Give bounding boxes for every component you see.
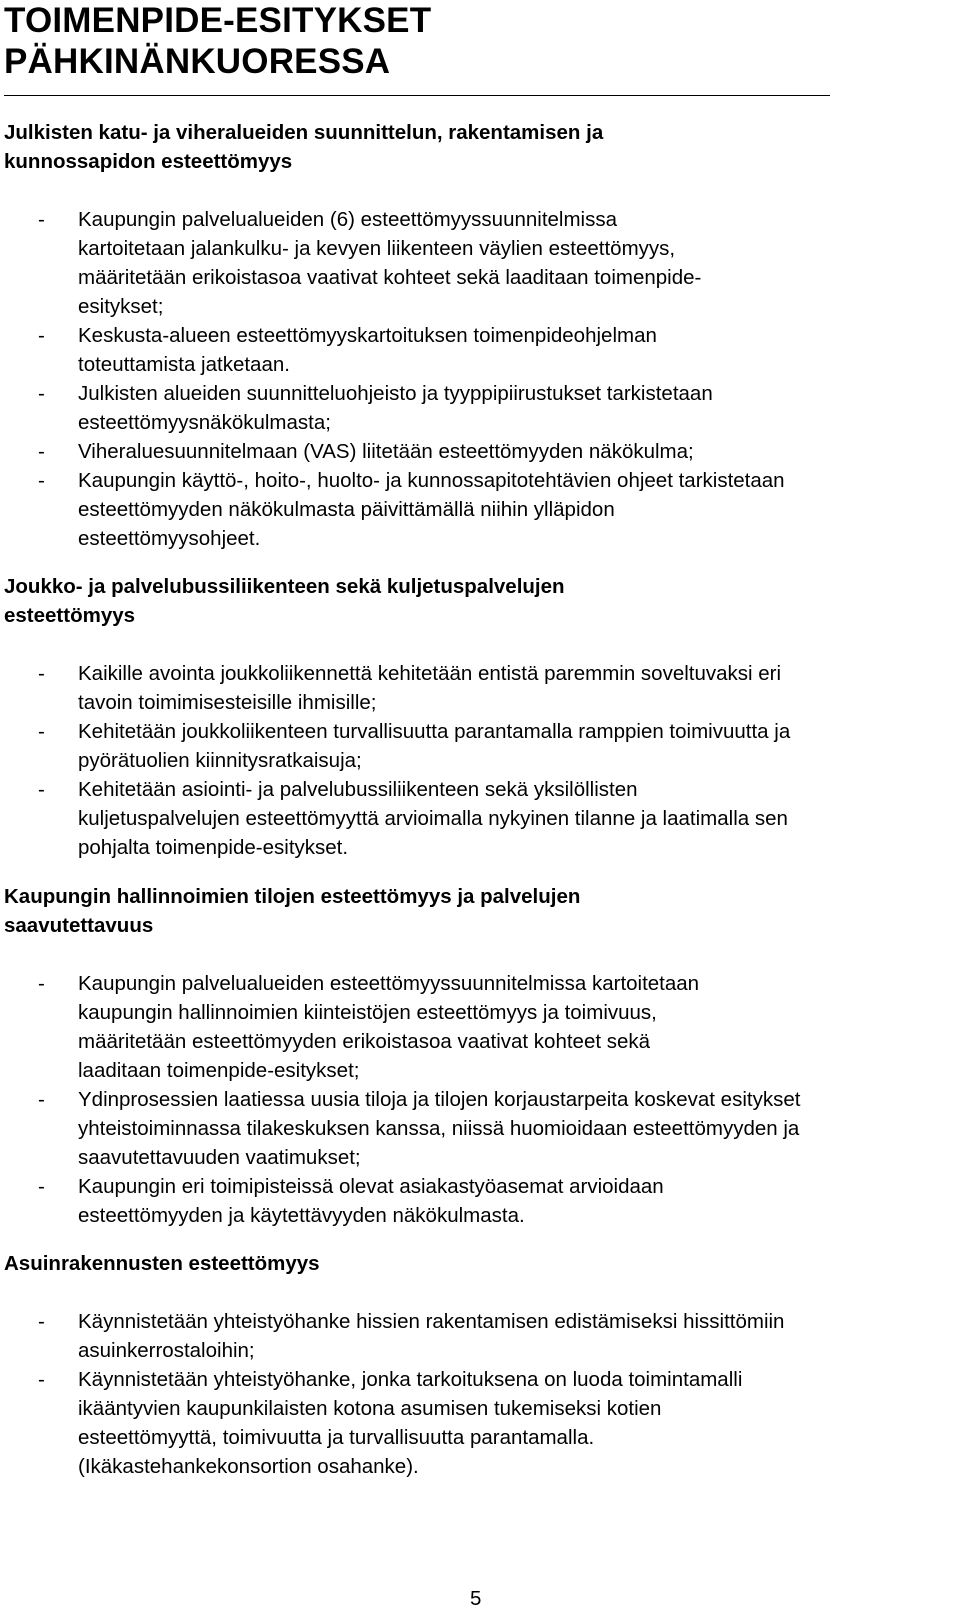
bullet-dash: -	[38, 662, 45, 685]
bullet-dash: -	[38, 1175, 45, 1198]
list-item	[4, 659, 954, 717]
section-list	[4, 205, 954, 553]
list-item	[4, 1365, 954, 1481]
list-item-text: Keskusta-alueen esteettömyyskartoituksen toimenpideohjelman toteuttamista jatketaan.	[78, 324, 657, 376]
list-item	[4, 205, 954, 321]
title-line-2: PÄHKINÄNKUORESSA	[4, 42, 391, 81]
list-item	[4, 466, 954, 553]
bullet-dash: -	[38, 1310, 45, 1333]
bullet-dash: -	[38, 440, 45, 463]
list-item-text: Käynnistetään yhteistyöhanke hissien rakentamisen edistämiseksi hissittömiin asuinkerrostaloihin;	[78, 1310, 785, 1362]
bullet-dash: -	[38, 972, 45, 995]
list-item-text: Kaikille avointa joukkoliikennettä kehitetään entistä paremmin soveltuvaksi eri tavoin toimimisesteisille ihmisille;	[78, 662, 782, 714]
section-public-transport	[4, 572, 954, 862]
section-heading: Kaupungin hallinnoimien tilojen esteettömyys ja palvelujen saavutettavuus	[4, 885, 581, 937]
list-item-text: Ydinprosessien laatiessa uusia tiloja ja tilojen korjaustarpeita koskevat esitykset yhteistoiminnassa tilakeskuksen kanssa, niissä huomioidaan esteettömyyden ja saavutettavuuden vaatimukset;	[78, 1088, 801, 1169]
title-underline	[4, 95, 830, 96]
section-residential-buildings	[4, 1249, 954, 1481]
title-line-1: TOIMENPIDE-ESITYKSET	[4, 1, 432, 40]
section-street-green-areas	[4, 118, 954, 553]
bullet-dash: -	[38, 1368, 45, 1391]
list-item-text: Käynnistetään yhteistyöhanke, jonka tarkoituksena on luoda toimintamalli ikääntyvien kaupunkilaisten kotona asumisen tukemiseksi kotien esteettömyyttä, toimivuutta ja turvallisuutta parantamalla. (Ikäkastehankekonsortion osahanke).	[78, 1368, 743, 1478]
page-number-text: 5	[470, 1587, 482, 1610]
list-item	[4, 1307, 954, 1365]
list-item-text: Kaupungin palvelualueiden esteettömyyssuunnitelmissa kartoitetaan kaupungin hallinnoimien kiinteistöjen esteettömyys ja toimivuus, määritetään esteettömyyden erikoistasoa vaativat kohteet sekä laaditaan toimenpide-esitykset;	[78, 972, 700, 1082]
bullet-dash: -	[38, 382, 45, 405]
bullet-dash: -	[38, 324, 45, 347]
list-item	[4, 437, 954, 466]
list-item	[4, 775, 954, 862]
list-item-text: Kehitetään asiointi- ja palvelubussiliikenteen sekä yksilöllisten kuljetuspalvelujen esteettömyyttä arvioimalla nykyinen tilanne ja laatimalla sen pohjalta toimenpide-esitykset.	[78, 778, 788, 859]
list-item	[4, 379, 954, 437]
list-item	[4, 717, 954, 775]
document-title	[4, 0, 431, 82]
section-list	[4, 1307, 954, 1481]
section-list	[4, 659, 954, 862]
bullet-dash: -	[38, 778, 45, 801]
list-item	[4, 321, 954, 379]
list-item-text: Julkisten alueiden suunnitteluohjeisto ja tyyppipiirustukset tarkistetaan esteettömyysnäkökulmasta;	[78, 382, 713, 434]
bullet-dash: -	[38, 1088, 45, 1111]
list-item	[4, 969, 954, 1085]
section-heading: Julkisten katu- ja viheralueiden suunnittelun, rakentamisen ja kunnossapidon esteettömyys	[4, 121, 604, 173]
section-list	[4, 969, 954, 1230]
list-item	[4, 1172, 954, 1230]
bullet-dash: -	[38, 720, 45, 743]
list-item-text: Kaupungin käyttö-, hoito-, huolto- ja kunnossapitotehtävien ohjeet tarkistetaan esteettömyyden näkökulmasta päivittämällä niihin ylläpidon esteettömyysohjeet.	[78, 469, 785, 550]
list-item-text: Viheraluesuunnitelmaan (VAS) liitetään esteettömyyden näkökulma;	[78, 440, 694, 463]
list-item-text: Kaupungin eri toimipisteissä olevat asiakastyöasemat arvioidaan esteettömyyden ja käytettävyyden näkökulmasta.	[78, 1175, 664, 1227]
section-city-premises	[4, 882, 954, 1230]
list-item-text: Kaupungin palvelualueiden (6) esteettömyyssuunnitelmissa kartoitetaan jalankulku- ja kevyen liikenteen väylien esteettömyys, määritetään erikoistasoa vaativat kohteet sekä laaditaan toimenpide- esitykset;	[78, 208, 702, 318]
list-item	[4, 1085, 954, 1172]
section-heading: Asuinrakennusten esteettömyys	[4, 1252, 320, 1275]
bullet-dash: -	[38, 208, 45, 231]
section-heading: Joukko- ja palvelubussiliikenteen sekä kuljetuspalvelujen esteettömyys	[4, 575, 565, 627]
list-item-text: Kehitetään joukkoliikenteen turvallisuutta parantamalla ramppien toimivuutta ja pyörätuolien kiinnitysratkaisuja;	[78, 720, 791, 772]
bullet-dash: -	[38, 469, 45, 492]
